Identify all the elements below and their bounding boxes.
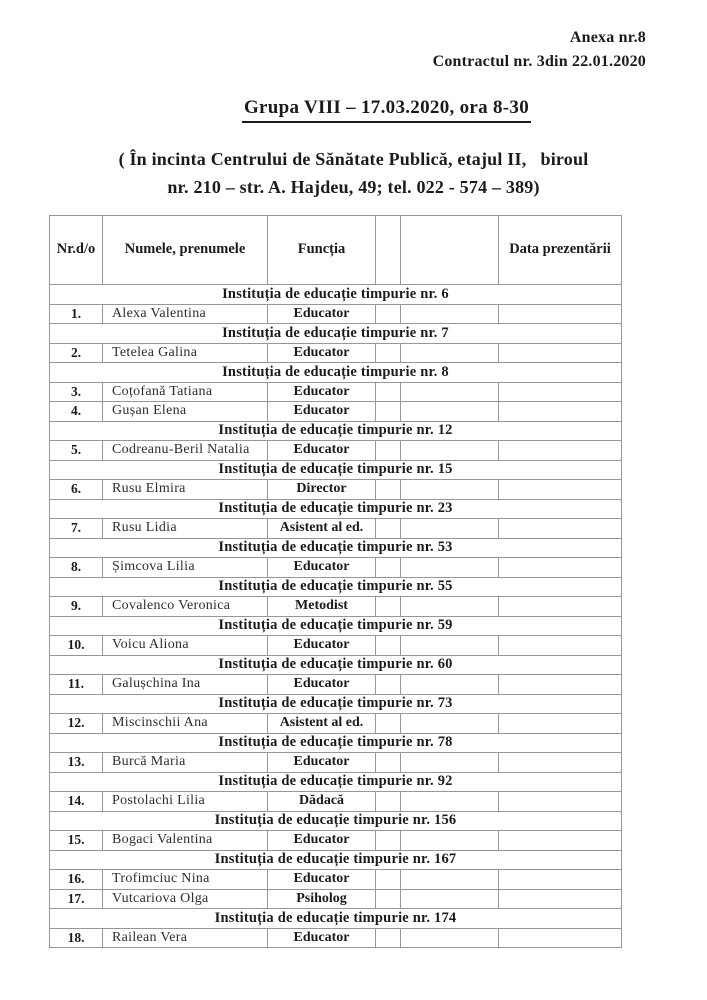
institution-row — [50, 363, 622, 383]
name-cell: Voicu Aliona — [103, 636, 268, 656]
person-row — [50, 675, 622, 695]
row-number-cell: 16. — [50, 870, 103, 890]
name-cell: Alexa Valentina — [103, 304, 268, 324]
function-cell: Dădacă — [268, 792, 376, 812]
institution-label: Instituția de educație timpurie nr. 60 — [50, 655, 622, 675]
row-number-cell: 11. — [50, 675, 103, 695]
date-cell — [499, 889, 622, 909]
person-row — [50, 870, 622, 890]
row-number-cell: 17. — [50, 889, 103, 909]
institution-label: Instituția de educație timpurie nr. 7 — [50, 324, 622, 344]
function-cell: Educator — [268, 558, 376, 578]
empty-cell-2 — [401, 831, 499, 851]
date-cell — [499, 441, 622, 461]
date-cell — [499, 636, 622, 656]
name-cell: Tetelea Galina — [103, 343, 268, 363]
empty-cell-2 — [401, 304, 499, 324]
empty-cell-1 — [376, 480, 401, 500]
row-number-cell: 15. — [50, 831, 103, 851]
date-cell — [499, 304, 622, 324]
row-number-cell: 8. — [50, 558, 103, 578]
name-cell: Galușchina Ina — [103, 675, 268, 695]
name-cell: Codreanu-Beril Natalia — [103, 441, 268, 461]
date-cell — [499, 519, 622, 539]
institution-row — [50, 285, 622, 305]
function-cell: Psiholog — [268, 889, 376, 909]
empty-cell-1 — [376, 831, 401, 851]
empty-cell-2 — [401, 382, 499, 402]
institution-label: Instituția de educație timpurie nr. 23 — [50, 499, 622, 519]
institution-row — [50, 538, 622, 558]
person-row — [50, 519, 622, 539]
function-cell: Educator — [268, 402, 376, 422]
function-cell: Educator — [268, 870, 376, 890]
person-row — [50, 382, 622, 402]
date-cell — [499, 714, 622, 734]
name-cell: Vutcariova Olga — [103, 889, 268, 909]
person-row — [50, 753, 622, 773]
row-number-cell: 13. — [50, 753, 103, 773]
empty-cell-1 — [376, 343, 401, 363]
annex-block — [433, 26, 646, 74]
function-cell: Educator — [268, 343, 376, 363]
location-note — [10, 145, 697, 201]
institution-row — [50, 733, 622, 753]
annex-label: Anexa nr.8 — [569, 29, 646, 46]
function-cell: Metodist — [268, 597, 376, 617]
row-number-cell: 10. — [50, 636, 103, 656]
institution-row — [50, 909, 622, 929]
row-number-cell: 14. — [50, 792, 103, 812]
institution-label: Instituția de educație timpurie nr. 167 — [50, 850, 622, 870]
institution-label: Instituția de educație timpurie nr. 6 — [50, 285, 622, 305]
empty-cell-2 — [401, 675, 499, 695]
row-number-cell: 3. — [50, 382, 103, 402]
institution-label: Instituția de educație timpurie nr. 12 — [50, 421, 622, 441]
row-number-cell: 1. — [50, 304, 103, 324]
person-row — [50, 304, 622, 324]
name-cell: Trofimciuc Nina — [103, 870, 268, 890]
date-cell — [499, 402, 622, 422]
empty-cell-2 — [401, 343, 499, 363]
name-cell: Burcă Maria — [103, 753, 268, 773]
empty-cell-1 — [376, 597, 401, 617]
institution-label: Instituția de educație timpurie nr. 156 — [50, 811, 622, 831]
date-cell — [499, 597, 622, 617]
person-row — [50, 889, 622, 909]
person-row — [50, 402, 622, 422]
page-title — [0, 97, 707, 123]
date-cell — [499, 928, 622, 948]
person-row — [50, 480, 622, 500]
person-row — [50, 714, 622, 734]
function-cell: Educator — [268, 928, 376, 948]
institution-label: Instituția de educație timpurie nr. 174 — [50, 909, 622, 929]
function-cell: Educator — [268, 675, 376, 695]
person-row — [50, 831, 622, 851]
empty-cell-2 — [401, 753, 499, 773]
empty-cell-1 — [376, 636, 401, 656]
empty-cell-2 — [401, 519, 499, 539]
person-row — [50, 636, 622, 656]
institution-label: Instituția de educație timpurie nr. 15 — [50, 460, 622, 480]
date-cell — [499, 870, 622, 890]
empty-cell-1 — [376, 714, 401, 734]
date-cell — [499, 558, 622, 578]
empty-cell-1 — [376, 382, 401, 402]
institution-label: Instituția de educație timpurie nr. 78 — [50, 733, 622, 753]
table-header-row — [50, 216, 622, 285]
institution-row — [50, 811, 622, 831]
row-number-cell: 18. — [50, 928, 103, 948]
function-cell: Educator — [268, 441, 376, 461]
empty-cell-2 — [401, 714, 499, 734]
institution-row — [50, 421, 622, 441]
empty-cell-1 — [376, 889, 401, 909]
empty-cell-1 — [376, 558, 401, 578]
empty-cell-1 — [376, 792, 401, 812]
page-title-text: Grupa VIII – 17.03.2020, ora 8-30 — [242, 97, 531, 123]
col-header-name: Numele, prenumele — [103, 216, 268, 285]
empty-cell-1 — [376, 753, 401, 773]
empty-cell-2 — [401, 402, 499, 422]
empty-cell-1 — [376, 519, 401, 539]
person-row — [50, 928, 622, 948]
institution-row — [50, 324, 622, 344]
contract-label: Contractul nr. 3din 22.01.2020 — [432, 53, 646, 70]
person-row — [50, 597, 622, 617]
institution-row — [50, 577, 622, 597]
col-header-date: Data prezentării — [499, 216, 622, 285]
date-cell — [499, 753, 622, 773]
name-cell: Railean Vera — [103, 928, 268, 948]
row-number-cell: 9. — [50, 597, 103, 617]
empty-cell-2 — [401, 597, 499, 617]
institution-label: Instituția de educație timpurie nr. 8 — [50, 363, 622, 383]
function-cell: Educator — [268, 753, 376, 773]
empty-cell-2 — [401, 480, 499, 500]
person-row — [50, 441, 622, 461]
institution-row — [50, 616, 622, 636]
empty-cell-2 — [401, 870, 499, 890]
institution-row — [50, 772, 622, 792]
empty-cell-1 — [376, 441, 401, 461]
name-cell: Rusu Lidia — [103, 519, 268, 539]
empty-cell-1 — [376, 675, 401, 695]
col-header-empty-1 — [376, 216, 401, 285]
empty-cell-1 — [376, 870, 401, 890]
location-line-1: ( În incinta Centrului de Sănătate Publică, etajul II, biroul — [118, 149, 589, 169]
col-header-empty-2 — [401, 216, 499, 285]
row-number-cell: 12. — [50, 714, 103, 734]
empty-cell-2 — [401, 928, 499, 948]
col-header-function: Funcția — [268, 216, 376, 285]
institution-label: Instituția de educație timpurie nr. 73 — [50, 694, 622, 714]
institution-row — [50, 694, 622, 714]
empty-cell-2 — [401, 558, 499, 578]
empty-cell-2 — [401, 636, 499, 656]
function-cell: Educator — [268, 636, 376, 656]
function-cell: Director — [268, 480, 376, 500]
row-number-cell: 2. — [50, 343, 103, 363]
institution-label: Instituția de educație timpurie nr. 92 — [50, 772, 622, 792]
function-cell: Asistent al ed. — [268, 714, 376, 734]
institution-row — [50, 850, 622, 870]
name-cell: Miscinschii Ana — [103, 714, 268, 734]
institution-row — [50, 460, 622, 480]
empty-cell-2 — [401, 441, 499, 461]
empty-cell-1 — [376, 304, 401, 324]
function-cell: Asistent al ed. — [268, 519, 376, 539]
date-cell — [499, 480, 622, 500]
empty-cell-2 — [401, 889, 499, 909]
person-row — [50, 343, 622, 363]
row-number-cell: 5. — [50, 441, 103, 461]
name-cell: Postolachi Lilia — [103, 792, 268, 812]
date-cell — [499, 382, 622, 402]
empty-cell-1 — [376, 402, 401, 422]
institution-label: Instituția de educație timpurie nr. 53 — [50, 538, 622, 558]
empty-cell-1 — [376, 928, 401, 948]
row-number-cell: 7. — [50, 519, 103, 539]
name-cell: Coțofană Tatiana — [103, 382, 268, 402]
location-line-2: nr. 210 – str. A. Hajdeu, 49; tel. 022 - 574 – 389) — [167, 177, 540, 197]
institution-label: Instituția de educație timpurie nr. 55 — [50, 577, 622, 597]
person-row — [50, 558, 622, 578]
col-header-nr: Nr.d/o — [50, 216, 103, 285]
name-cell: Gușan Elena — [103, 402, 268, 422]
date-cell — [499, 831, 622, 851]
institution-label: Instituția de educație timpurie nr. 59 — [50, 616, 622, 636]
name-cell: Covalenco Veronica — [103, 597, 268, 617]
date-cell — [499, 675, 622, 695]
function-cell: Educator — [268, 831, 376, 851]
empty-cell-2 — [401, 792, 499, 812]
function-cell: Educator — [268, 382, 376, 402]
row-number-cell: 4. — [50, 402, 103, 422]
name-cell: Rusu Elmira — [103, 480, 268, 500]
roster-table — [49, 215, 622, 948]
institution-row — [50, 655, 622, 675]
name-cell: Bogaci Valentina — [103, 831, 268, 851]
row-number-cell: 6. — [50, 480, 103, 500]
person-row — [50, 792, 622, 812]
date-cell — [499, 343, 622, 363]
name-cell: Șimcova Lilia — [103, 558, 268, 578]
function-cell: Educator — [268, 304, 376, 324]
date-cell — [499, 792, 622, 812]
institution-row — [50, 499, 622, 519]
